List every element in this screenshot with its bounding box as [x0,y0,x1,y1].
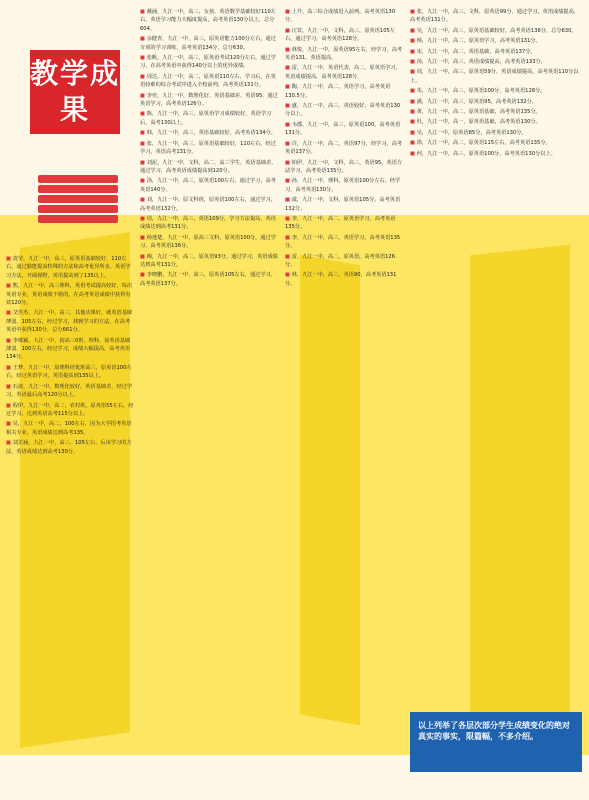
student-entry [410,139,582,147]
student-entry [140,35,278,52]
student-entry [285,46,403,63]
entry-text: 李姝颖，九江一中，初高三0班，理科，原英语基础薄弱，100左右，经过学习，成绩大幅提高，高考英语134分。 [6,337,131,361]
bullet-icon: ■ [6,421,13,428]
entry-text: 林悦，九江一中，原英语95左右，经学习，高考英语131，英语提高。 [285,46,403,62]
bullet-icon: ■ [6,310,13,317]
student-entry [6,309,134,334]
entry-text: 周达，九江一中，高二，原英语110左右，学习后，在英语较难的综合考试中进入全校前列，高考英语131分。 [140,73,276,89]
entry-text: 徐，九江一中，高二，原英语115左右，高考英语135分。 [416,140,551,147]
student-entry [285,271,403,288]
student-entry [285,27,403,44]
bullet-icon: ■ [410,9,417,15]
entry-text: 雷，九江一中，英语代表，高二，原英语学习，英语成绩提高，高考英语128分。 [285,65,401,80]
student-entry [285,159,403,176]
student-entry [140,140,278,157]
student-entry [140,110,278,127]
entry-text: 戴涵，九江一中，高三，女孩，英语数学基础较好110左右，英语学习能力大幅度提高，高考英语130分以上，总分604。 [140,9,276,32]
student-entry [410,48,582,56]
student-entry [140,177,278,194]
bullet-icon: ■ [410,140,417,147]
student-entry [140,54,278,71]
bullet-icon: ■ [285,140,292,147]
bullet-icon: ■ [140,130,147,137]
entry-text: 刘泥，九江一中，文科，高二，高三学生，英语基础差，通过学习，高考英语成绩提高到120分。 [140,159,277,174]
bullet-icon: ■ [140,197,147,204]
student-entry [410,150,582,158]
student-entry [285,83,403,100]
entry-text: 陈，九江一中，高三，原英语学习成绩较好，英语学习后，高考130以上。 [140,111,272,126]
bullet-icon: ■ [410,129,417,136]
student-entry [285,121,403,138]
entry-text: 虞，九江一中，文科，原英语105分，高考英语132分。 [285,197,401,212]
entry-text: 许，九江一中，高二，英语97分，经学习，高考英语137分。 [285,140,403,156]
entry-text: 袁莹，九江一中，高三，原英语基础较好，110左右，通过勤能提高特殊的方法和高考优异所多，英语学习方法，开阔视野，英语提高到了135以上。 [6,256,131,279]
student-entry [410,129,582,137]
student-entry [410,87,582,95]
bullet-icon: ■ [410,88,417,95]
entry-text: 周，九江一中，高三，英语109分，学习方法提高，英语成绩达到高考131分。 [140,215,276,231]
bullet-icon: ■ [285,9,292,15]
entry-text: 韩，九江一中，高三，英语基础较好，高考英语134分。 [146,130,276,137]
entry-text: 张，九江一中，高三，原英语基础较好，110左右，经过学习，英语高考131分。 [140,140,276,156]
student-entry [6,337,134,362]
bullet-icon: ■ [410,38,417,45]
student-entry [140,215,278,232]
student-entry [285,234,403,251]
entry-text: 朱，九江一中，高三，原英语100分，高考英语128分。 [416,88,546,95]
entry-text: 艾佳杰，九江一中，高三，其他功课好，就英语基础薄弱，105左右，经过学习，找到学习的方法，在高考英语中获得130分，总分661分。 [6,310,133,334]
bullet-icon: ■ [285,84,292,91]
entry-text: 何，九江一中，高三，原英语100分，高考英语130分以上。 [416,150,556,157]
bullet-icon: ■ [410,109,417,116]
student-entry [285,177,403,194]
bullet-icon: ■ [285,234,292,241]
student-entry [410,68,582,85]
entry-text: 柏伊，九江一中，文科，高三，英语95，英语方法学习，高考英语135分。 [285,159,403,174]
entry-text: 孙，九江一中，理科，原英语100分左右，经学习，高考英语130分。 [285,178,401,193]
entry-text: 吴，九江一中，原英语85分，高考英语130分。 [416,129,527,136]
bullet-icon: ■ [140,73,147,80]
bullet-icon: ■ [410,59,417,66]
entry-text: 汤，九江一中，高三，英语成绩提高，高考英语133分。 [416,59,546,66]
footer-note: 以上列举了各层次部分学生成绩变化的绝对真实的事实，限篇幅，不多介绍。 [410,712,582,772]
entry-text: 雷，九江一中，高二，原英语，高考英语126分。 [285,253,395,268]
bullet-icon: ■ [140,9,147,15]
entry-text: 吴，九江一中，高二，100左右，因为大学招考英语相关专业，英语成绩达到高考135。 [6,421,132,436]
bullet-icon: ■ [6,402,13,409]
entry-text: 杜，九江一中，高一，原英语基础，高考英语130分。 [416,119,541,126]
student-entry [285,215,403,232]
bullet-icon: ■ [6,337,13,344]
entry-text: 王梦，九江一中，原理科培优班高三，原英语100左右，经过英语学习，英语提高到135以上。 [6,364,132,380]
student-entry [285,64,403,81]
student-entry [410,98,582,106]
student-entry [140,73,278,90]
column-2 [140,8,278,793]
student-entry [140,92,278,109]
entry-text: 石波，九江一中，数理化较好，英语基础差，经过学习，英语最后高考120分以上。 [6,383,133,399]
bullet-icon: ■ [6,283,13,290]
bullet-icon: ■ [140,92,147,99]
entry-text: 熊，九江一中，高三理科，英语考试提高较好，每次英语专业，英语成绩不错的，在高考英语成绩中获得有效120分。 [6,283,133,307]
bullet-icon: ■ [285,253,292,260]
bullet-icon: ■ [140,55,147,62]
bullet-icon: ■ [140,178,147,185]
bullet-icon: ■ [140,140,147,147]
bullet-icon: ■ [410,48,417,55]
entry-text: 陶，九江一中，高二，英语学习，高考英语130.5分。 [285,84,391,99]
student-entry [410,118,582,126]
student-entry [6,420,134,437]
entry-text: 张，九江一中，高三，文科，原英语99分，通过学习，英语成绩提高，高考英语131分。 [410,9,579,24]
page-title: 教学成果 [30,50,120,134]
entry-text: 刘芷涵，九江一中，高三，105左右，后由学习的方法，英语成绩达到高考130分。 [6,440,132,455]
bullet-icon: ■ [285,65,292,72]
bullet-icon: ■ [6,383,13,390]
bullet-icon: ■ [410,119,417,126]
bullet-icon: ■ [140,159,147,166]
bullet-icon: ■ [285,103,292,110]
entry-text: 周，九江一中，高三，原英语59分，英语成绩提高，高考英语110分以上。 [410,69,579,84]
bullet-icon: ■ [140,111,147,118]
bullet-icon: ■ [285,215,292,222]
entry-text: 潘，九江一中，高三，原英语95，高考英语132分。 [416,98,537,105]
bullet-icon: ■ [285,197,292,204]
student-entry [285,140,403,157]
student-entry [6,364,134,381]
entry-text: 李，九江一中，高三，英语学习，高考英语135分。 [285,234,401,250]
student-entry [6,255,134,280]
entry-text: 李，九江一中，高二，原英语学习，高考英语135分。 [285,215,396,231]
student-entry [6,402,134,419]
student-entry [410,37,582,45]
student-entry [140,234,278,251]
column-3 [285,8,403,793]
bullet-icon: ■ [140,215,147,222]
bullet-icon: ■ [285,27,292,34]
entry-text: 程伊，九江一中，高二，农村班，原英语55左右，经过学习，达到英语高考115分以上。 [6,402,134,417]
student-entry [410,58,582,66]
column-4 [410,8,582,608]
entry-text: 盛，九江一中，高三，英语较好，高考英语130分以上。 [285,103,401,118]
student-entry [6,282,134,307]
student-entry [410,27,582,35]
student-entry [140,159,278,176]
entry-text: 吴，九江一中，高三，原英语基础较好，高考英语136分，总分630。 [416,27,577,34]
bullet-icon: ■ [6,364,13,371]
student-entry [285,102,403,119]
entry-text: 余健青，九江一中，高三，原英语能力100分左右，通过专项的学习训练，高考英语134分，总分630。 [140,36,276,51]
student-entry [140,253,278,270]
entry-text: 汪冥，九江一中，文科，高三，原英语105左右，通过学习，高考英语128分。 [285,27,395,43]
bullet-icon: ■ [285,121,292,128]
bullet-icon: ■ [285,272,292,279]
student-entry [410,108,582,116]
entry-text: 林，九江一中，高三，英语90，高考英语131分。 [285,272,397,287]
entry-text: 张帆，九江一中，高三，原英语考试120分左右，通过学习，在高考英语中获得140分以上的优异成绩。 [140,55,276,70]
bullet-icon: ■ [6,440,13,447]
entry-text: 上升，高三综合成绩进入前列，高考英语130分。 [285,9,395,24]
entry-text: 梅，九江一中，高二，原英语93分，通过学习，英语成绩达到高考131分。 [140,253,278,268]
entry-text: 李晓鹏，九江一中，高三，原英语105左右，通过学习，高考英语137分。 [140,272,276,287]
entry-text: 黄，九江一中，高二，原英语基础，高考英语135分。 [416,109,541,116]
entry-text: 杨逸楚，九江一中，原高三文科，原英语100分，通过学习，高考英语136分。 [140,234,276,250]
student-entry [140,8,278,33]
entry-text: 刘，九江一中，原文科班，原英语100左右，通过学习，高考英语132分。 [140,197,276,212]
bullet-icon: ■ [410,69,417,76]
bullet-icon: ■ [140,272,147,279]
bullet-icon: ■ [140,253,147,260]
student-entry [140,271,278,288]
student-entry [285,8,403,25]
entry-text: 宋，九江一中，高二，英语基础，高考英语137分。 [416,48,536,55]
student-entry [285,196,403,213]
bullet-icon: ■ [6,256,13,262]
bullet-icon: ■ [140,234,147,241]
bullet-icon: ■ [140,36,147,43]
student-entry [6,439,134,456]
student-entry [140,196,278,213]
entry-text: 李奕，九江一中，数理化好，英语基础差，英语95，通过英语学习，高考英语126分。 [140,92,278,108]
bullet-icon: ■ [410,150,417,157]
entry-text: 杨，九江一中，高二，原英语学习，高考英语131分。 [416,38,541,45]
bullet-icon: ■ [285,46,292,53]
bullet-icon: ■ [410,27,417,34]
student-entry [285,253,403,270]
bullet-icon: ■ [410,98,417,105]
bullet-icon: ■ [285,178,292,185]
student-entry [410,8,582,25]
bullet-icon: ■ [285,159,292,166]
entry-text: 汤，九江一中，高三，原英语100左右，通过学习，高考英语140分。 [140,178,276,193]
student-entry [6,383,134,400]
column-1 [6,255,134,795]
entry-text: 韦郡，九江一中，高三，原英语100，高考英语131分。 [285,121,401,137]
student-entry [140,129,278,137]
